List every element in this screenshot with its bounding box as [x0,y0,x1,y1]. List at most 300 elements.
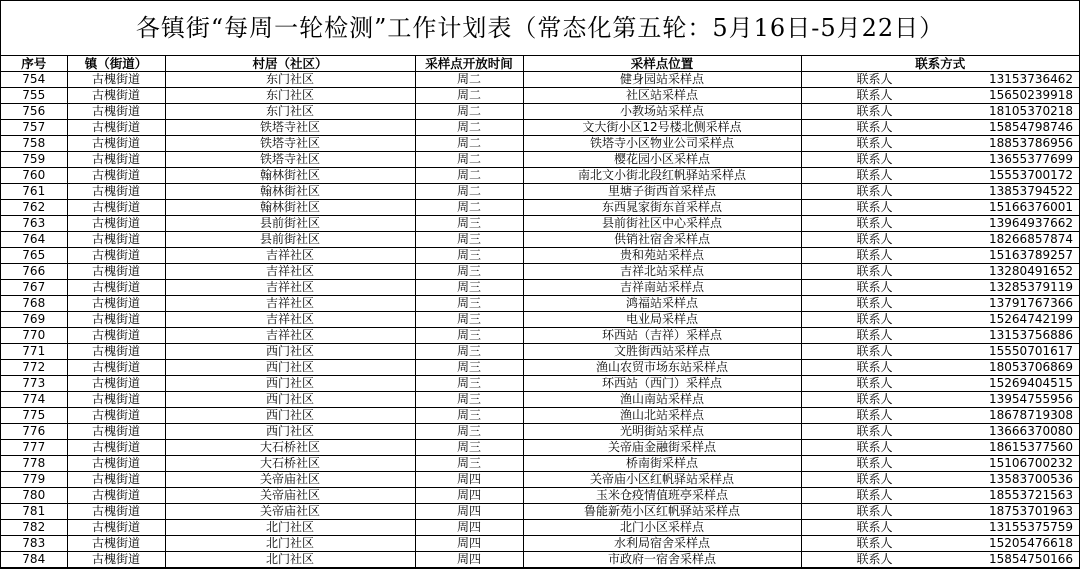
contact-wrap [802,472,1080,487]
cell-no: 766 [1,264,67,280]
contact-phone: 15553700172 [989,168,1073,182]
contact-phone: 15269404515 [989,376,1073,390]
table-row [1,200,1079,216]
cell-contact [801,104,1079,120]
contact-wrap [802,488,1080,503]
contact-wrap [802,280,1080,295]
cell-community: 铁塔寺社区 [165,120,415,136]
contact-person: 联系人 [856,376,893,390]
cell-location: 供销社宿舍采样点 [523,232,801,248]
contact-wrap [802,552,1080,567]
cell-location: 渔山农贸市场东站采样点 [523,360,801,376]
table-row [1,520,1079,536]
cell-open-time: 周三 [415,424,523,440]
cell-location: 县前街社区中心采样点 [523,216,801,232]
contact-wrap [802,120,1080,135]
cell-town: 古槐街道 [67,392,165,408]
table-row [1,168,1079,184]
contact-phone: 13155375759 [989,520,1073,534]
contact-phone: 13666370080 [989,424,1073,438]
cell-open-time: 周三 [415,216,523,232]
contact-person: 联系人 [856,424,893,438]
cell-location: 南北文小街北段红帆驿站采样点 [523,168,801,184]
cell-no: 783 [1,536,67,552]
contact-wrap [802,88,1080,103]
table-row [1,248,1079,264]
cell-no: 760 [1,168,67,184]
table-row [1,440,1079,456]
cell-no: 764 [1,232,67,248]
cell-community: 县前街社区 [165,216,415,232]
contact-person: 联系人 [856,536,893,550]
cell-open-time: 周四 [415,504,523,520]
table-row [1,312,1079,328]
cell-town: 古槐街道 [67,536,165,552]
cell-town: 古槐街道 [67,232,165,248]
cell-no: 761 [1,184,67,200]
cell-open-time: 周二 [415,88,523,104]
cell-community: 关帝庙社区 [165,504,415,520]
cell-open-time: 周四 [415,552,523,568]
cell-community: 西门社区 [165,376,415,392]
cell-community: 吉祥社区 [165,264,415,280]
contact-phone: 15854750166 [989,552,1073,566]
cell-town: 古槐街道 [67,520,165,536]
cell-no: 772 [1,360,67,376]
contact-phone: 18053706869 [989,360,1073,374]
cell-town: 古槐街道 [67,360,165,376]
cell-open-time: 周二 [415,184,523,200]
contact-wrap [802,312,1080,327]
header-contact: 联系方式 [801,56,1079,72]
cell-contact [801,552,1079,568]
contact-phone: 15650239918 [989,88,1073,102]
cell-community: 翰林街社区 [165,200,415,216]
cell-community: 吉祥社区 [165,296,415,312]
cell-location: 吉祥北站采样点 [523,264,801,280]
cell-no: 777 [1,440,67,456]
contact-wrap [802,248,1080,263]
contact-person: 联系人 [856,200,893,214]
contact-person: 联系人 [856,264,893,278]
cell-contact [801,184,1079,200]
table-row [1,344,1079,360]
contact-person: 联系人 [856,136,893,150]
table-row [1,488,1079,504]
cell-open-time: 周三 [415,392,523,408]
contact-phone: 18753701963 [989,504,1073,518]
contact-wrap [802,296,1080,311]
cell-town: 古槐街道 [67,552,165,568]
cell-community: 北门社区 [165,552,415,568]
cell-town: 古槐街道 [67,408,165,424]
contact-person: 联系人 [856,120,893,134]
table-body [1,72,1079,568]
contact-wrap [802,72,1080,87]
contact-phone: 13285379119 [989,280,1073,294]
cell-contact [801,200,1079,216]
cell-no: 765 [1,248,67,264]
cell-community: 北门社区 [165,536,415,552]
cell-town: 古槐街道 [67,280,165,296]
cell-town: 古槐街道 [67,488,165,504]
contact-phone: 15163789257 [989,248,1073,262]
cell-town: 古槐街道 [67,376,165,392]
cell-location: 水利局宿舍采样点 [523,536,801,552]
cell-town: 古槐街道 [67,472,165,488]
cell-location: 渔山北站采样点 [523,408,801,424]
cell-location: 社区站采样点 [523,88,801,104]
contact-person: 联系人 [856,552,893,566]
contact-phone: 18678719308 [989,408,1073,422]
cell-town: 古槐街道 [67,456,165,472]
cell-community: 铁塔寺社区 [165,152,415,168]
cell-no: 754 [1,72,67,88]
cell-contact [801,168,1079,184]
table-row [1,120,1079,136]
cell-town: 古槐街道 [67,152,165,168]
cell-community: 吉祥社区 [165,312,415,328]
table-row [1,184,1079,200]
cell-open-time: 周二 [415,152,523,168]
cell-open-time: 周三 [415,376,523,392]
cell-location: 健身园站采样点 [523,72,801,88]
contact-phone: 13655377699 [989,152,1073,166]
table-row [1,264,1079,280]
cell-town: 古槐街道 [67,168,165,184]
table-row [1,536,1079,552]
cell-contact [801,120,1079,136]
contact-person: 联系人 [856,72,893,86]
contact-person: 联系人 [856,296,893,310]
contact-person: 联系人 [856,312,893,326]
cell-town: 古槐街道 [67,344,165,360]
cell-no: 757 [1,120,67,136]
cell-community: 大石桥社区 [165,440,415,456]
cell-location: 鸿福站采样点 [523,296,801,312]
cell-no: 759 [1,152,67,168]
contact-wrap [802,136,1080,151]
cell-community: 大石桥社区 [165,456,415,472]
cell-town: 古槐街道 [67,264,165,280]
cell-contact [801,232,1079,248]
cell-community: 翰林街社区 [165,184,415,200]
cell-town: 古槐街道 [67,88,165,104]
cell-no: 758 [1,136,67,152]
contact-person: 联系人 [856,104,893,118]
cell-no: 770 [1,328,67,344]
cell-location: 贵和苑站采样点 [523,248,801,264]
contact-wrap [802,184,1080,199]
cell-location: 玉米仓疫情值班亭采样点 [523,488,801,504]
cell-no: 776 [1,424,67,440]
cell-town: 古槐街道 [67,504,165,520]
contact-phone: 13954755956 [989,392,1073,406]
contact-person: 联系人 [856,472,893,486]
cell-contact [801,264,1079,280]
contact-phone: 15205476618 [989,536,1073,550]
cell-open-time: 周三 [415,360,523,376]
contact-phone: 13964937662 [989,216,1073,230]
table-row [1,88,1079,104]
cell-community: 北门社区 [165,520,415,536]
contact-wrap [802,376,1080,391]
cell-community: 东门社区 [165,88,415,104]
contact-wrap [802,344,1080,359]
contact-person: 联系人 [856,168,893,182]
table-row [1,72,1079,88]
cell-location: 关帝庙金融街采样点 [523,440,801,456]
table-row [1,328,1079,344]
cell-community: 吉祥社区 [165,248,415,264]
contact-phone: 13791767366 [989,296,1073,310]
cell-location: 桥南街采样点 [523,456,801,472]
table-row [1,136,1079,152]
contact-person: 联系人 [856,520,893,534]
cell-community: 东门社区 [165,104,415,120]
cell-open-time: 周四 [415,536,523,552]
cell-community: 西门社区 [165,408,415,424]
cell-town: 古槐街道 [67,216,165,232]
cell-open-time: 周二 [415,72,523,88]
cell-contact [801,536,1079,552]
contact-phone: 18266857874 [989,232,1073,246]
contact-wrap [802,440,1080,455]
contact-person: 联系人 [856,88,893,102]
cell-contact [801,504,1079,520]
cell-no: 773 [1,376,67,392]
cell-town: 古槐街道 [67,200,165,216]
cell-location: 东西晁家街东首采样点 [523,200,801,216]
cell-town: 古槐街道 [67,312,165,328]
cell-location: 里塘子街西首采样点 [523,184,801,200]
contact-phone: 13153736462 [989,72,1073,86]
cell-no: 781 [1,504,67,520]
cell-open-time: 周四 [415,488,523,504]
table-row [1,408,1079,424]
contact-person: 联系人 [856,440,893,454]
cell-community: 东门社区 [165,72,415,88]
contact-wrap [802,232,1080,247]
cell-location: 渔山南站采样点 [523,392,801,408]
contact-person: 联系人 [856,248,893,262]
cell-no: 762 [1,200,67,216]
cell-location: 电业局采样点 [523,312,801,328]
cell-open-time: 周二 [415,120,523,136]
cell-contact [801,328,1079,344]
cell-no: 782 [1,520,67,536]
contact-person: 联系人 [856,456,893,470]
cell-community: 吉祥社区 [165,328,415,344]
cell-open-time: 周二 [415,200,523,216]
cell-community: 铁塔寺社区 [165,136,415,152]
cell-contact [801,72,1079,88]
cell-open-time: 周三 [415,280,523,296]
cell-community: 吉祥社区 [165,280,415,296]
cell-open-time: 周三 [415,328,523,344]
cell-contact [801,440,1079,456]
cell-town: 古槐街道 [67,248,165,264]
contact-wrap [802,520,1080,535]
cell-no: 768 [1,296,67,312]
contact-phone: 13853794522 [989,184,1073,198]
cell-no: 756 [1,104,67,120]
table-row [1,504,1079,520]
table-row [1,456,1079,472]
cell-no: 779 [1,472,67,488]
contact-wrap [802,216,1080,231]
cell-no: 780 [1,488,67,504]
schedule-table [1,56,1079,568]
contact-phone: 18105370218 [989,104,1073,118]
contact-person: 联系人 [856,280,893,294]
cell-contact [801,456,1079,472]
cell-contact [801,152,1079,168]
contact-wrap [802,424,1080,439]
header-no: 序号 [1,56,67,72]
contact-person: 联系人 [856,328,893,342]
contact-wrap [802,168,1080,183]
cell-location: 小教场站采样点 [523,104,801,120]
contact-wrap [802,200,1080,215]
cell-contact [801,216,1079,232]
contact-phone: 15550701617 [989,344,1073,358]
cell-no: 763 [1,216,67,232]
contact-wrap [802,264,1080,279]
cell-community: 西门社区 [165,360,415,376]
cell-town: 古槐街道 [67,120,165,136]
cell-open-time: 周三 [415,456,523,472]
cell-open-time: 周三 [415,312,523,328]
cell-no: 769 [1,312,67,328]
contact-wrap [802,536,1080,551]
header-open-time: 采样点开放时间 [415,56,523,72]
cell-contact [801,280,1079,296]
contact-person: 联系人 [856,232,893,246]
cell-no: 774 [1,392,67,408]
cell-contact [801,88,1079,104]
cell-location: 文胜街西站采样点 [523,344,801,360]
contact-phone: 15166376001 [989,200,1073,214]
cell-contact [801,312,1079,328]
contact-person: 联系人 [856,216,893,230]
contact-phone: 18553721563 [989,488,1073,502]
cell-open-time: 周二 [415,104,523,120]
contact-phone: 13153756886 [989,328,1073,342]
cell-open-time: 周二 [415,136,523,152]
cell-no: 767 [1,280,67,296]
cell-community: 关帝庙社区 [165,472,415,488]
cell-contact [801,392,1079,408]
contact-wrap [802,408,1080,423]
cell-open-time: 周三 [415,264,523,280]
cell-location: 光明街站采样点 [523,424,801,440]
cell-open-time: 周三 [415,232,523,248]
cell-no: 778 [1,456,67,472]
contact-person: 联系人 [856,360,893,374]
table-row [1,216,1079,232]
contact-phone: 15264742199 [989,312,1073,326]
cell-contact [801,248,1079,264]
cell-no: 771 [1,344,67,360]
cell-town: 古槐街道 [67,72,165,88]
table-row [1,152,1079,168]
contact-person: 联系人 [856,392,893,406]
cell-contact [801,376,1079,392]
table-row [1,360,1079,376]
cell-contact [801,136,1079,152]
cell-no: 775 [1,408,67,424]
contact-wrap [802,360,1080,375]
page-title: 各镇街“每周一轮检测”工作计划表（常态化第五轮：5月16日-5月22日） [1,1,1079,56]
contact-person: 联系人 [856,344,893,358]
cell-town: 古槐街道 [67,440,165,456]
contact-person: 联系人 [856,408,893,422]
contact-wrap [802,104,1080,119]
cell-open-time: 周三 [415,344,523,360]
table-row [1,296,1079,312]
contact-phone: 15106700232 [989,456,1073,470]
cell-open-time: 周二 [415,168,523,184]
cell-open-time: 周四 [415,520,523,536]
table-row [1,232,1079,248]
table-header-row [1,56,1079,72]
cell-community: 西门社区 [165,392,415,408]
cell-no: 784 [1,552,67,568]
cell-location: 铁塔寺小区物业公司采样点 [523,136,801,152]
cell-contact [801,408,1079,424]
contact-phone: 13583700536 [989,472,1073,486]
cell-community: 西门社区 [165,344,415,360]
header-town: 镇（街道） [67,56,165,72]
contact-phone: 15854798746 [989,120,1073,134]
header-community: 村居（社区） [165,56,415,72]
table-row [1,376,1079,392]
table-row [1,424,1079,440]
cell-open-time: 周三 [415,408,523,424]
cell-town: 古槐街道 [67,296,165,312]
table-row [1,552,1079,568]
cell-contact [801,520,1079,536]
contact-phone: 18615377560 [989,440,1073,454]
cell-location: 吉祥南站采样点 [523,280,801,296]
cell-open-time: 周三 [415,440,523,456]
cell-no: 755 [1,88,67,104]
cell-town: 古槐街道 [67,328,165,344]
cell-town: 古槐街道 [67,424,165,440]
cell-location: 环西站（吉祥）采样点 [523,328,801,344]
cell-town: 古槐街道 [67,136,165,152]
contact-person: 联系人 [856,504,893,518]
cell-contact [801,296,1079,312]
contact-wrap [802,504,1080,519]
table-row [1,280,1079,296]
cell-community: 县前街社区 [165,232,415,248]
cell-location: 环西站（西门）采样点 [523,376,801,392]
cell-contact [801,488,1079,504]
cell-town: 古槐街道 [67,184,165,200]
table-row [1,104,1079,120]
cell-community: 关帝庙社区 [165,488,415,504]
contact-phone: 13280491652 [989,264,1073,278]
cell-location: 关帝庙小区红帆驿站采样点 [523,472,801,488]
cell-contact [801,424,1079,440]
cell-location: 市政府一宿舍采样点 [523,552,801,568]
cell-contact [801,360,1079,376]
cell-contact [801,472,1079,488]
contact-person: 联系人 [856,184,893,198]
cell-open-time: 周三 [415,296,523,312]
